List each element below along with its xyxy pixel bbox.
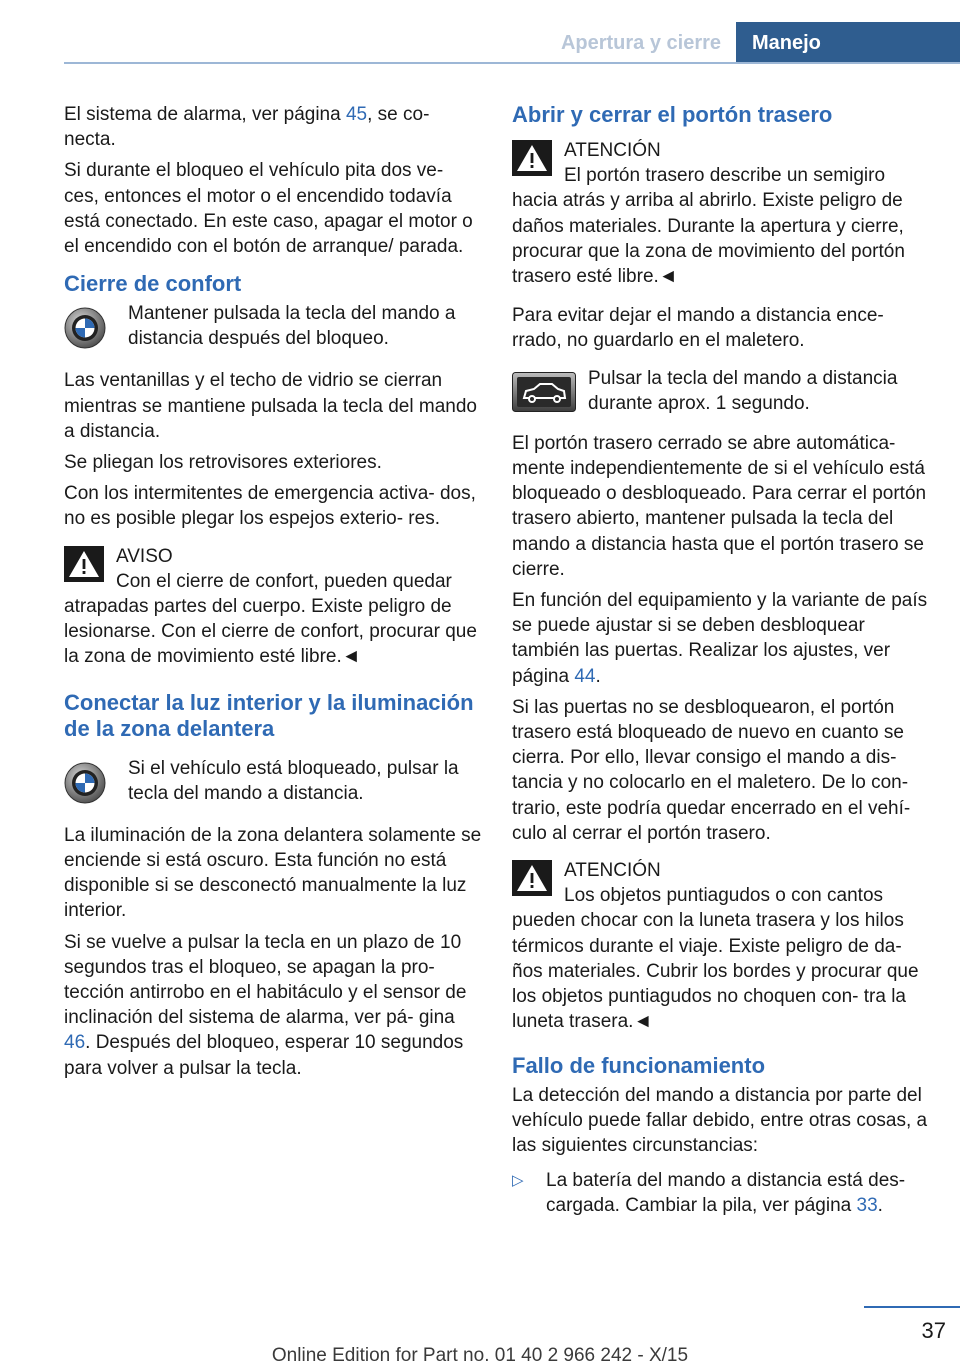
paragraph: El sistema de alarma, ver página 45, se co‐ necta.: [64, 104, 430, 151]
page-link-45[interactable]: 45: [345, 104, 368, 125]
caution-notice: [512, 858, 930, 1034]
tailgate-button-icon: [512, 366, 576, 419]
heading-tailgate: Abrir y cerrar el portón trasero: [512, 102, 833, 127]
left-column: [64, 102, 482, 1087]
paragraph: Si se vuelve a pulsar la tecla en un plazo de 10 segundos tras el bloqueo, se apagan la pro‐ tección antirrobo en el habitáculo y el sensor de inclinación del sistema de alarma, ver pá‐ gina 46. Después del bloqueo, esperar 10 segundos para volver a pulsar la tecla.: [64, 931, 467, 1079]
page-link-33[interactable]: 33: [856, 1195, 878, 1217]
caution-title: ATENCIÓN: [564, 860, 661, 882]
warning-triangle-icon: [64, 544, 104, 589]
paragraph: Si durante el bloqueo el vehículo pita dos ve‐ ces, entonces el motor o el encendido todavía está conectado. En este caso, apagar el motor o el encendido con el botón de arranque/ parada.: [64, 160, 473, 258]
footer-edition: Online Edition for Part no. 01 40 2 966 242 - X/15: [271, 1345, 689, 1366]
bullet-marker: ▷: [512, 1172, 524, 1190]
paragraph: Para evitar dejar el mando a distancia ence‐ rrado, no guardarlo en el maletero.: [512, 305, 884, 352]
header-rule: [64, 62, 960, 64]
warning-triangle-icon: [512, 138, 552, 183]
footer-rule: [864, 1306, 960, 1308]
page-number: 37: [921, 1318, 946, 1343]
tailgate-instruction: [512, 366, 930, 419]
section-tab[interactable]: Apertura y cierre: [560, 32, 722, 54]
warning-text: atrapadas partes del cuerpo. Existe peligro de lesionarse. Con el cierre de confort, procurar que la zona de movimiento esté libre.◄: [64, 596, 477, 668]
caution-first-line: El portón trasero describe un semigiro: [564, 165, 886, 187]
paragraph: Se pliegan los retrovisores exteriores.: [64, 452, 382, 474]
page-link-46[interactable]: 46: [64, 1032, 86, 1054]
paragraph: La detección del mando a distancia por parte del vehículo puede fallar debido, entre otras cosas, a las siguientes circunstancias:: [512, 1084, 928, 1156]
light-instruction: [64, 756, 482, 811]
list-item: ▷ La batería del mando a distancia está des‐ cargada. Cambiar la pila, ver página 33.: [512, 1168, 930, 1218]
paragraph: La iluminación de la zona delantera solamente se enciende si está oscuro. Esta función no está disponible si se desconectó manualmente la luz interior.: [64, 824, 482, 922]
warning-triangle-icon: [512, 858, 552, 903]
paragraph: Las ventanillas y el techo de vidrio se cierran mientras se mantiene pulsada la tecla del mando a distancia.: [64, 370, 477, 442]
comfort-instruction: [64, 301, 482, 356]
bmw-key-icon: [64, 756, 116, 811]
caution-text: hacia atrás y arriba al abrirlo. Existe peligro de daños materiales. Durante la apertura y cierre, procurar que la zona de movimiento del portón trasero esté libre.◄: [512, 190, 905, 288]
bmw-key-icon: [64, 301, 116, 356]
instruction-text: Si el vehículo está bloqueado, pulsar la tecla del mando a distancia.: [128, 757, 459, 804]
warning-notice: [64, 544, 482, 670]
caution-title: ATENCIÓN: [564, 140, 661, 161]
instruction-text: Pulsar la tecla del mando a distancia durante aprox. 1 segundo.: [588, 367, 898, 414]
warning-title: AVISO: [116, 545, 173, 567]
caution-notice: [512, 138, 930, 289]
instruction-text: Mantener pulsada la tecla del mando a distancia después del bloqueo.: [128, 303, 456, 350]
heading-comfort-close: Cierre de confort: [64, 271, 242, 297]
caution-text: pueden chocar con la luneta trasera y los hilos térmicos durante el viaje. Existe peligro de da‐ ños materiales. Cubrir los bordes y procurar que los objetos puntiagudos no choquen con‐ tra la luneta trasera.◄: [512, 910, 919, 1033]
warning-first-line: Con el cierre de confort, pueden quedar: [116, 570, 452, 592]
heading-interior-light: Conectar la luz interior y la iluminación de la zona delantera: [64, 689, 474, 741]
paragraph: En función del equipamiento y la variante de país se puede ajustar si se deben desbloquear también las puertas. Realizar los ajustes, ver página 44.: [512, 590, 928, 687]
right-column: [512, 102, 930, 1225]
caution-first-line: Los objetos puntiagudos o con cantos: [564, 885, 884, 907]
paragraph: Si las puertas no se desbloquearon, el portón trasero está bloqueado de nuevo en cuanto se cierra. Por ello, llevar consigo el mando a dis‐ tancia y no colocarlo en el maletero. De lo con‐ trario, este podría quedar encerrado en el vehí‐ culo al cerrar el portón trasero.: [512, 696, 911, 844]
heading-malfunction: Fallo de funcionamiento: [512, 1052, 766, 1078]
chapter-tab[interactable]: [736, 22, 960, 62]
paragraph: El portón trasero cerrado se abre automática‐ mente independientemente de si el vehículo está bloqueado o desbloqueado. Para cerrar el portón trasero abierto, mantener pulsada la tecla del mando a distancia hasta que el portón trasero se cierre.: [512, 432, 927, 580]
chapter-tab-label: Manejo: [752, 32, 821, 54]
page-link-44[interactable]: 44: [574, 665, 596, 687]
paragraph: Con los intermitentes de emergencia activa‐ dos, no es posible plegar los espejos exterio‐ res.: [64, 483, 476, 530]
